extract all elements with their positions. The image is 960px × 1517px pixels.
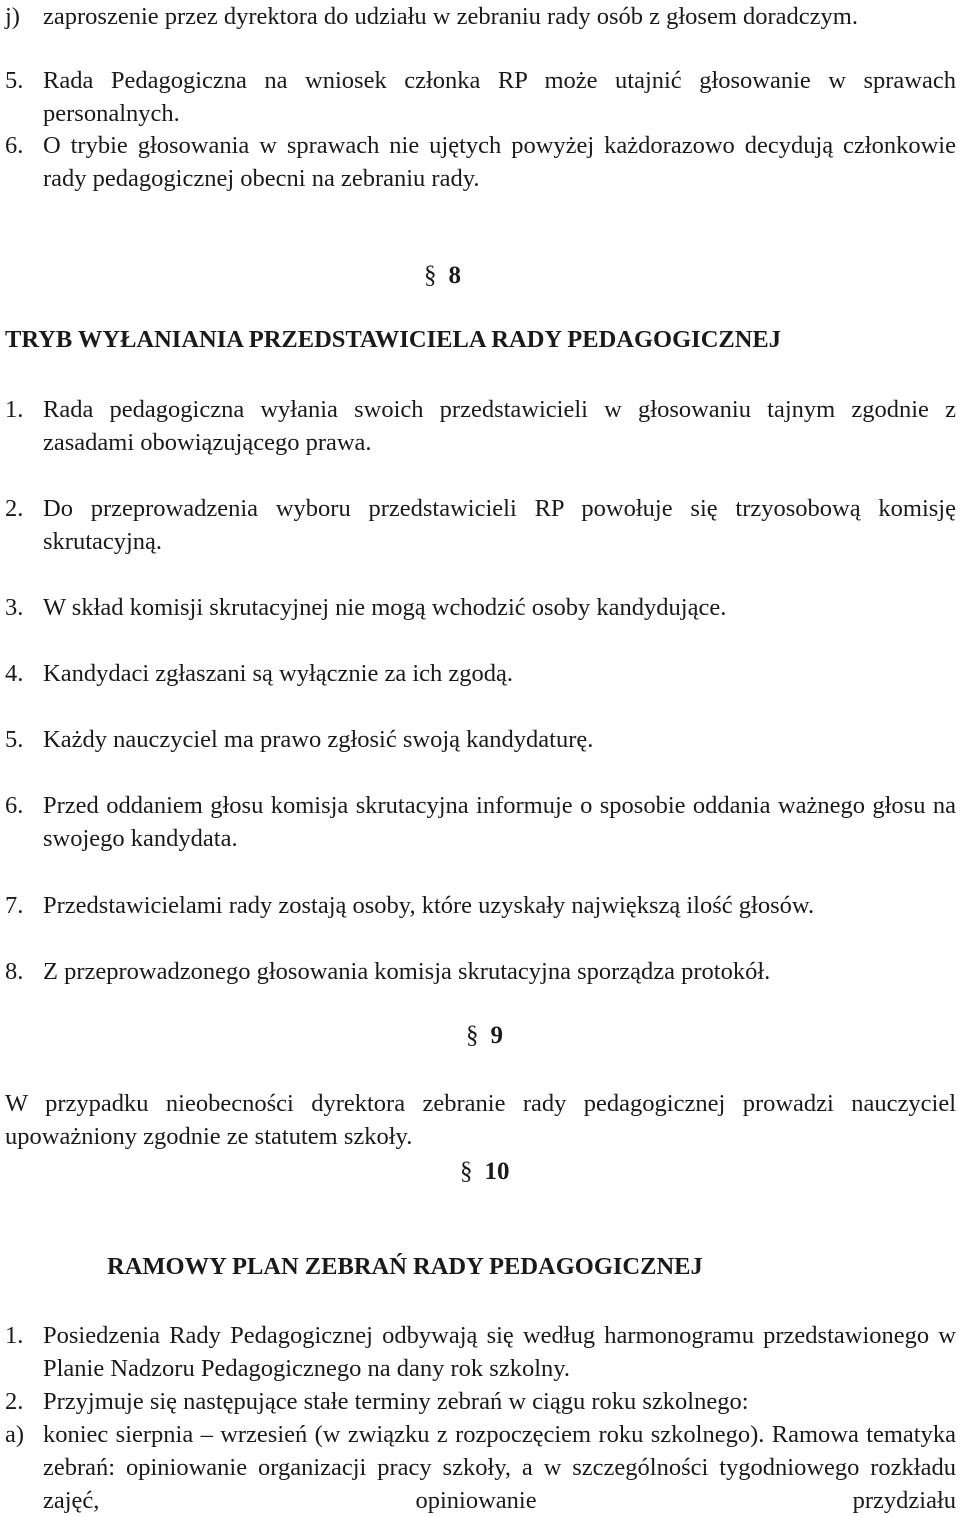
list-number: 6. bbox=[5, 792, 24, 819]
list-item-text: W skład komisji skrutacyjnej nie mogą wchodzić osoby kandydujące. bbox=[43, 594, 727, 621]
list-number: 5. bbox=[5, 67, 24, 94]
list-number: 1. bbox=[5, 1322, 24, 1349]
section-10-item-a bbox=[5, 1418, 956, 1517]
section-8-item-4 bbox=[5, 657, 956, 690]
section-8-item-7 bbox=[5, 889, 956, 922]
list-item-text: Przyjmuje się następujące stałe terminy zebrań w ciągu roku szkolnego: bbox=[43, 1388, 749, 1415]
list-number: 8. bbox=[5, 958, 24, 985]
list-item-text: koniec sierpnia – wrzesień (w związku z rozpoczęciem roku szkolnego). Ramowa tematyka zebrań: opiniowanie organizacji pracy szkoły, a w szczególności tygodniowego rozkładu zajęć, opiniowanie przydziału bbox=[43, 1421, 956, 1514]
section-8-item-2 bbox=[5, 492, 956, 558]
list-item-text: Kandydaci zgłaszani są wyłącznie za ich zgodą. bbox=[43, 660, 514, 687]
list-number: 4. bbox=[5, 660, 24, 687]
section-8-item-5 bbox=[5, 723, 956, 756]
list-marker: j) bbox=[5, 3, 20, 30]
section-symbol: § bbox=[460, 1158, 473, 1185]
list-item-text: Do przeprowadzenia wyboru przedstawicieli RP powołuje się trzyosobową komisję skrutacyjną. bbox=[43, 495, 956, 555]
section-8-item-6 bbox=[5, 789, 956, 855]
section-10-number bbox=[460, 1158, 510, 1186]
list-item-text: zaproszenie przez dyrektora do udziału w zebraniu rady osób z głosem doradczym. bbox=[43, 3, 858, 30]
list-number: 7. bbox=[5, 892, 24, 919]
list-number: 1. bbox=[5, 396, 24, 423]
list-item-text: Przed oddaniem głosu komisja skrutacyjna informuje o sposobie oddania ważnego głosu na swojego kandydata. bbox=[43, 792, 956, 852]
list-item-5 bbox=[5, 64, 956, 130]
section-8-item-1 bbox=[5, 393, 956, 459]
list-item-text: Z przeprowadzonego głosowania komisja skrutacyjna sporządza protokół. bbox=[43, 958, 771, 985]
list-item-6 bbox=[5, 129, 956, 195]
list-number: 3. bbox=[5, 594, 24, 621]
list-number: 6. bbox=[5, 132, 24, 159]
section-10-item-2 bbox=[5, 1385, 956, 1418]
section-symbol: § bbox=[466, 1022, 479, 1049]
list-item-j bbox=[5, 0, 956, 33]
list-item-text: Przedstawicielami rady zostają osoby, które uzyskały największą ilość głosów. bbox=[43, 892, 815, 919]
section-8-item-3 bbox=[5, 591, 956, 624]
section-10-heading: RAMOWY PLAN ZEBRAŃ RADY PEDAGOGICZNEJ bbox=[107, 1253, 703, 1280]
list-number: 2. bbox=[5, 1388, 24, 1415]
section-8-number bbox=[424, 262, 461, 290]
list-item-text: Posiedzenia Rady Pedagogicznej odbywają się według harmonogramu przedstawionego w Planie Nadzoru Pedagogicznego na dany rok szkolny. bbox=[43, 1322, 956, 1382]
list-number: 2. bbox=[5, 495, 24, 522]
list-item-text: Rada pedagogiczna wyłania swoich przedstawicieli w głosowaniu tajnym zgodnie z zasadami obowiązującego prawa. bbox=[43, 396, 956, 456]
section-9-number bbox=[466, 1022, 503, 1050]
section-number: 8 bbox=[448, 262, 461, 289]
section-9-paragraph: W przypadku nieobecności dyrektora zebranie rady pedagogicznej prowadzi nauczyciel upoważniony zgodnie ze statutem szkoły. bbox=[5, 1090, 956, 1150]
list-number: 5. bbox=[5, 726, 24, 753]
list-item-text: O trybie głosowania w sprawach nie ujętych powyżej każdorazowo decydują członkowie rady pedagogicznej obecni na zebraniu rady. bbox=[43, 132, 956, 192]
list-marker: a) bbox=[5, 1421, 25, 1448]
section-8-heading: TRYB WYŁANIANIA PRZEDSTAWICIELA RADY PEDAGOGICZNEJ bbox=[5, 326, 782, 353]
list-item-text: Rada Pedagogiczna na wniosek członka RP może utajnić głosowanie w sprawach personalnych. bbox=[43, 67, 956, 127]
list-item-text: Każdy nauczyciel ma prawo zgłosić swoją kandydaturę. bbox=[43, 726, 594, 753]
section-symbol: § bbox=[424, 262, 437, 289]
section-8-item-8 bbox=[5, 955, 956, 988]
section-10-item-1 bbox=[5, 1319, 956, 1385]
section-number: 10 bbox=[484, 1158, 510, 1185]
section-number: 9 bbox=[490, 1022, 503, 1049]
